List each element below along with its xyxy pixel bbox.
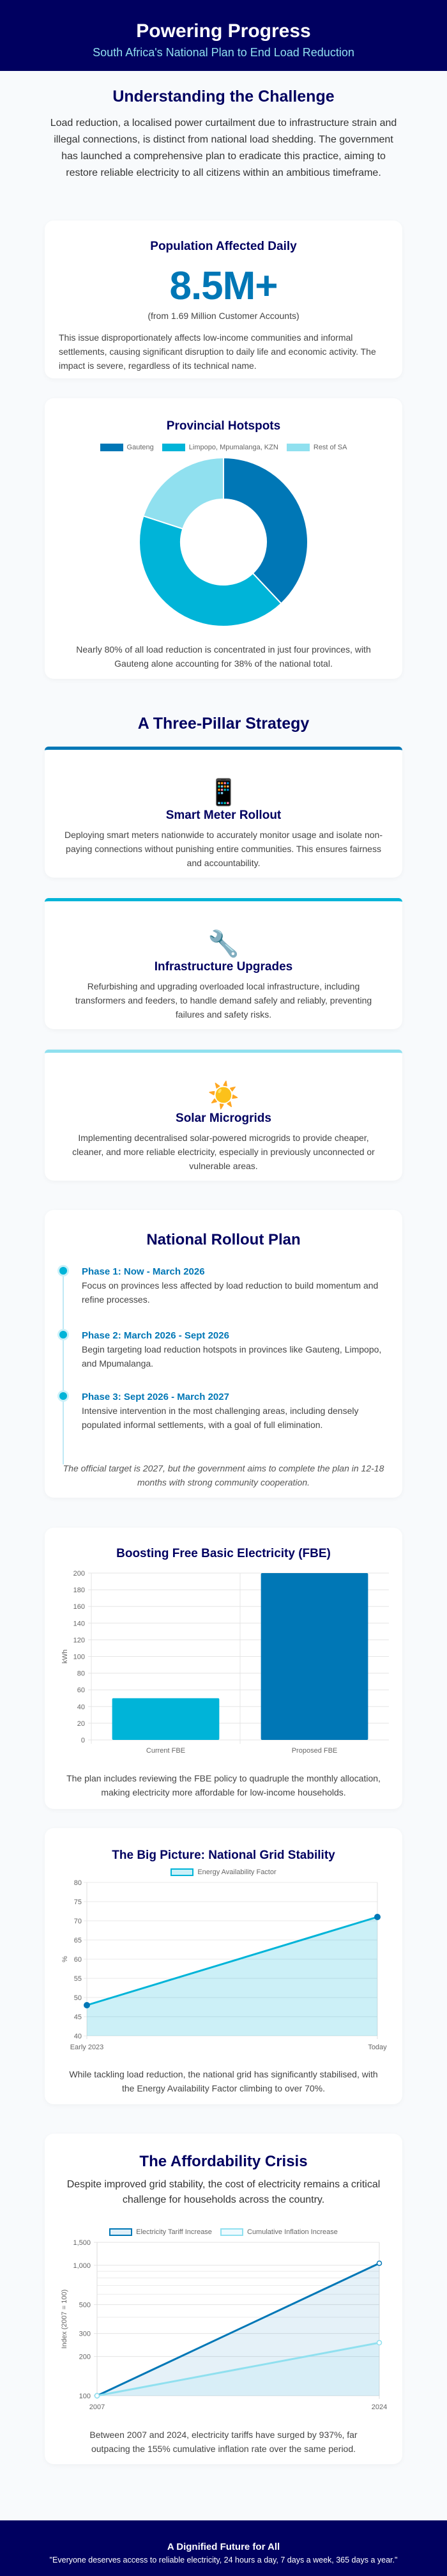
hotspots-title: Provincial Hotspots [166, 419, 281, 433]
legend-item[interactable] [287, 444, 347, 451]
legend-item[interactable] [162, 444, 278, 451]
population-card [45, 221, 402, 378]
fbe-caption: The plan includes reviewing the FBE policy to quadruple the monthly allocation, making electricity more affordable for low-income households. [66, 1773, 381, 1797]
rollout-card [45, 1210, 402, 1498]
x-tick-label: Today [368, 2044, 387, 2051]
bar-proposed-fbe [261, 1573, 368, 1740]
data-point [84, 2002, 90, 2008]
y-axis-label: Index (2007 = 100) [61, 2289, 68, 2349]
legend-label: Electricity Tariff Increase [136, 2228, 212, 2236]
data-point [374, 1914, 381, 1920]
y-tick-label: 65 [73, 1937, 82, 1944]
bar-current-fbe [112, 1698, 220, 1740]
footer-title: A Dignified Future for All [167, 2541, 280, 2552]
y-tick-label: 80 [77, 1670, 85, 1678]
rollout-title: National Rollout Plan [146, 1231, 301, 1248]
hotspots-caption: Nearly 80% of all load reduction is concentrated in just four provinces, with Gauteng alone accounting for 38% of the national total. [76, 644, 371, 669]
y-tick-label: 55 [73, 1975, 82, 1983]
population-title: Population Affected Daily [150, 240, 297, 253]
affordability-title: The Affordability Crisis [139, 2153, 308, 2170]
page-footer [0, 2520, 447, 2576]
population-value: 8.5M+ [169, 264, 278, 308]
phase-title: Phase 1: Now - March 2026 [82, 1266, 205, 1277]
grid-area-chart [57, 1866, 402, 2058]
affordability-caption: Between 2007 and 2024, electricity tariffs have surged by 937%, far outpacing the 155% cumulative inflation rate over the same period. [89, 2430, 358, 2454]
legend-item[interactable] [100, 444, 154, 451]
page-header [0, 0, 447, 71]
y-tick-label: 20 [77, 1719, 85, 1728]
y-tick-label: 160 [73, 1603, 85, 1611]
population-text: This issue disproportionately affects low-income communities and informal settlements, causing significant disruption to daily life and economic activity. The impact is severe, regardless of its technical name. [59, 332, 376, 371]
legend-label: Rest of SA [313, 444, 347, 451]
affordability-line-chart [57, 2224, 402, 2416]
legend-swatch [162, 444, 185, 451]
y-tick-label: 50 [73, 1994, 82, 2002]
population-sub: (from 1.69 Million Customer Accounts) [148, 311, 299, 321]
donut-slice-2 [143, 458, 224, 529]
legend-label: Limpopo, Mpumalanga, KZN [188, 444, 278, 451]
x-tick-label: Early 2023 [70, 2044, 104, 2051]
data-point [95, 2394, 100, 2398]
data-point [377, 2341, 382, 2345]
rollout-note: The official target is 2027, but the government aims to complete the plan in 12-18 months with strong community cooperation. [63, 1463, 384, 1487]
grid-title: The Big Picture: National Grid Stability [112, 1849, 335, 1862]
legend-label: Energy Availability Factor [197, 1868, 277, 1876]
y-tick-label: 70 [73, 1918, 82, 1925]
pillar-text: Refurbishing and upgrading overloaded local infrastructure, including transformers and feeders, to handle demand safely and reliably, preventing failures and safety risks. [75, 981, 372, 1020]
y-tick-label: 200 [79, 2353, 91, 2361]
y-tick-label: 140 [73, 1620, 85, 1628]
y-tick-label: 40 [73, 2033, 82, 2040]
y-tick-label: 200 [73, 1570, 85, 1578]
pillar-smart-meter [45, 747, 402, 878]
x-tick-label: 2007 [89, 2403, 105, 2411]
fbe-bar-chart [57, 1566, 402, 1758]
y-tick-label: 100 [73, 1653, 85, 1661]
pillar-solar [45, 1050, 402, 1181]
hotspots-donut-chart [134, 453, 313, 632]
y-tick-label: 45 [73, 2013, 82, 2021]
phase-title: Phase 2: March 2026 - Sept 2026 [82, 1330, 229, 1341]
timeline-dot-icon [59, 1267, 67, 1275]
phase-text: Begin targeting load reduction hotspots in provinces like Gauteng, Limpopo, and Mpumalanga. [82, 1344, 382, 1369]
y-tick-label: 500 [79, 2301, 91, 2309]
challenge-text: Load reduction, a localised power curtailment due to infrastructure strain and illegal connections, is distinct from national load shedding. The government has launched a comprehensive plan to eradicate this practice, aiming to restore reliable electricity to all citizens within an ambitious timeframe. [50, 118, 397, 178]
fbe-title: Boosting Free Basic Electricity (FBE) [116, 1547, 331, 1560]
x-tick-label: 2024 [371, 2403, 388, 2411]
pillar-text: Deploying smart meters nationwide to accurately monitor usage and isolate non-paying connections without punishing entire communities. This ensures fairness and accountability. [64, 830, 383, 868]
phase-text: Intensive intervention in the most challenging areas, including densely populated informal settlements, with a goal of full elimination. [82, 1406, 359, 1430]
timeline-line [63, 1268, 64, 1464]
phase-item [82, 1391, 383, 1432]
affordability-intro: Despite improved grid stability, the cost of electricity remains a critical challenge for households across the country. [66, 2179, 381, 2205]
y-tick-label: 120 [73, 1636, 85, 1645]
timeline-dot-icon [59, 1331, 67, 1338]
sun-icon: ☀️ [208, 1082, 239, 1110]
y-tick-label: 0 [80, 1737, 85, 1744]
footer-quote: "Everyone deserves access to reliable electricity, 24 hours a day, 7 days a week, 365 days a year." [49, 2556, 398, 2564]
pillar-infrastructure [45, 898, 402, 1029]
pillar-text: Implementing decentralised solar-powered microgrids to provide cheaper, cleaner, and more reliable electricity, especially in previously unconnected or vulnerable areas. [72, 1133, 375, 1171]
phase-title: Phase 3: Sept 2026 - March 2027 [82, 1392, 229, 1402]
y-tick-label: 80 [73, 1879, 82, 1887]
area-fill [87, 1917, 377, 2036]
page-title: Powering Progress [136, 20, 311, 42]
y-tick-label: 75 [73, 1898, 82, 1906]
y-tick-label: 300 [79, 2330, 91, 2338]
y-tick-label: 100 [79, 2393, 91, 2400]
legend-label: Gauteng [126, 444, 154, 451]
timeline-dot-icon [59, 1392, 67, 1400]
legend-swatch [287, 444, 310, 451]
phase-item [82, 1330, 383, 1370]
y-tick-label: 60 [73, 1956, 82, 1964]
legend-swatch [100, 444, 123, 451]
x-tick-label: Current FBE [146, 1747, 186, 1755]
pillar-title: Solar Microgrids [176, 1112, 271, 1125]
data-point [377, 2261, 382, 2265]
challenge-heading: Understanding the Challenge [112, 88, 335, 105]
mobile-phone-icon: 📱 [208, 779, 239, 807]
y-tick-label: 60 [77, 1686, 85, 1695]
donut-slice-0 [224, 458, 308, 603]
y-axis-label: % [61, 1956, 69, 1962]
strategy-heading: A Three-Pillar Strategy [137, 715, 310, 733]
x-tick-label: Proposed FBE [291, 1747, 338, 1755]
y-axis-label: kWh [61, 1649, 69, 1664]
page-subtitle: South Africa's National Plan to End Load Reduction [93, 46, 354, 59]
pillar-title: Smart Meter Rollout [165, 809, 282, 822]
y-tick-label: 1,500 [73, 2239, 91, 2247]
phase-item [82, 1266, 383, 1307]
phase-text: Focus on provinces less affected by load reduction to build momentum and refine processes. [82, 1280, 379, 1305]
pillar-title: Infrastructure Upgrades [154, 960, 293, 974]
legend-label: Cumulative Inflation Increase [247, 2228, 338, 2236]
hotspots-legend [45, 444, 402, 453]
y-tick-label: 40 [77, 1703, 85, 1711]
grid-caption: While tackling load reduction, the national grid has significantly stabilised, with the Energy Availability Factor climbing to over 70%. [69, 2069, 378, 2093]
wrench-icon: 🔧 [208, 930, 239, 958]
y-tick-label: 180 [73, 1587, 85, 1595]
y-tick-label: 1,000 [73, 2262, 91, 2270]
